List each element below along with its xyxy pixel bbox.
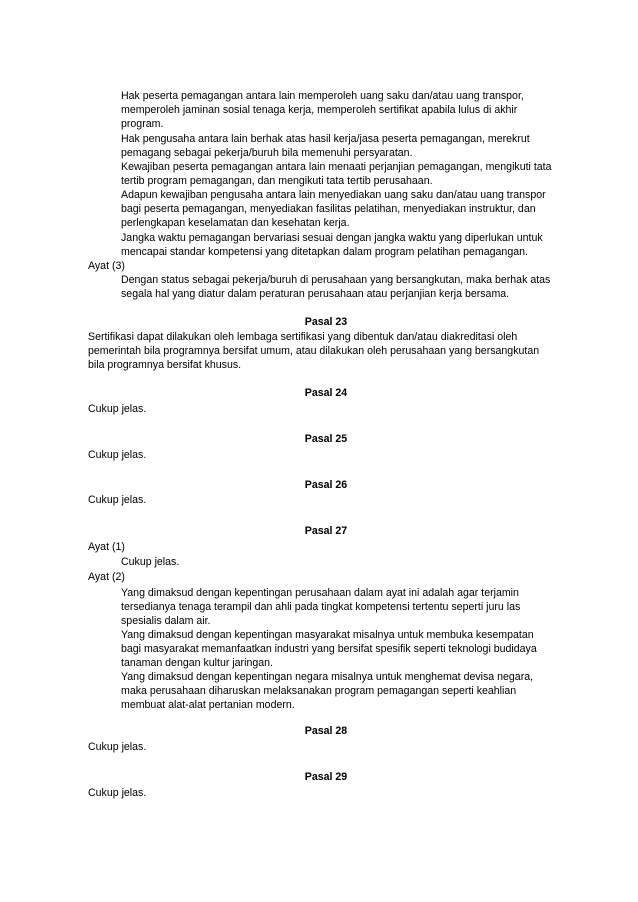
text-line: Cukup jelas.: [88, 787, 147, 799]
pasal-heading: Pasal 27: [304, 525, 348, 537]
text-line: Yang dimaksud dengan kepentingan masyarakat misalnya untuk membuka kesempatan: [121, 629, 534, 641]
text-line: spesialis dalam air.: [121, 615, 211, 627]
ayat-label: Ayat (3): [88, 260, 125, 272]
text-line: Sertifikasi dapat dilakukan oleh lembaga sertifikasi yang dibentuk dan/atau diakreditasi oleh: [88, 331, 518, 343]
ayat-label: Ayat (2): [88, 571, 125, 583]
pasal-heading: Pasal 26: [304, 479, 348, 491]
text-line: bagi masyarakat memanfaatkan industri yang bersifat spesifik seperti teknologi budidaya: [121, 643, 537, 655]
text-line: membuat alat-alat pertanian modern.: [121, 699, 295, 711]
text-line: bila programnya bersifat khusus.: [88, 359, 242, 371]
pasal-heading: Pasal 28: [304, 725, 348, 737]
text-line: pemerintah bila programnya bersifat umum, atau dilakukan oleh perusahaan yang bersangkutan: [88, 345, 540, 357]
text-line: Cukup jelas.: [88, 449, 147, 461]
text-line: Hak pengusaha antara lain berhak atas hasil kerja/jasa peserta pemagangan, merekrut: [121, 133, 530, 145]
pasal-heading: Pasal 29: [304, 771, 348, 783]
text-line: Yang dimaksud dengan kepentingan negara misalnya untuk menghemat devisa negara,: [121, 671, 534, 683]
text-line: Yang dimaksud dengan kepentingan perusahaan dalam ayat ini adalah agar terjamin: [121, 587, 519, 599]
text-line: mencapai standar kompetensi yang ditetapkan dalam program pelatihan pemagangan.: [121, 246, 528, 258]
text-line: Kewajiban peserta pemagangan antara lain menaati perjanjian pemagangan, mengikuti tata: [121, 161, 552, 173]
text-line: Cukup jelas.: [88, 494, 147, 506]
pasal-heading: Pasal 24: [304, 387, 348, 399]
text-line: Dengan status sebagai pekerja/buruh di perusahaan yang bersangkutan, maka berhak atas: [121, 274, 551, 286]
ayat-label: Ayat (1): [88, 541, 125, 553]
text-line: maka perusahaan diharuskan melaksanakan program pemagangan seperti keahlian: [121, 685, 517, 697]
pasal-heading: Pasal 25: [304, 433, 348, 445]
text-line: Hak peserta pemagangan antara lain memperoleh uang saku dan/atau uang transpor,: [121, 90, 524, 102]
text-line: segala hal yang diatur dalam peraturan perusahaan atau perjanjian kerja bersama.: [121, 288, 510, 300]
text-line: Cukup jelas.: [88, 741, 147, 753]
text-line: memperoleh jaminan sosial tenaga kerja, memperoleh sertifikat apabila lulus di akhir: [121, 104, 518, 116]
text-line: Cukup jelas.: [88, 403, 147, 415]
text-line: tanaman dengan kultur jaringan.: [121, 657, 273, 669]
text-line: tertib program pemagangan, dan mengikuti tata tertib perusahaan.: [121, 175, 433, 187]
pasal-heading: Pasal 23: [304, 316, 348, 328]
text-line: Cukup jelas.: [121, 556, 180, 568]
text-line: tersedianya tenaga terampil dan ahli pada tingkat kompetensi tertentu seperti juru las: [121, 601, 521, 613]
text-line: pemagang sebagai pekerja/buruh bila memenuhi persyaratan.: [121, 147, 413, 159]
text-line: Adapun kewajiban pengusaha antara lain menyediakan uang saku dan/atau uang transpor: [121, 189, 546, 201]
text-line: Jangka waktu pemagangan bervariasi sesuai dengan jangka waktu yang diperlukan untuk: [121, 232, 543, 244]
text-line: perlengkapan keselamatan dan kesehatan kerja.: [121, 217, 350, 229]
text-line: program.: [121, 118, 164, 130]
text-line: bagi peserta pemagangan, menyediakan fasilitas pelatihan, menyediakan instruktur, dan: [121, 203, 536, 215]
